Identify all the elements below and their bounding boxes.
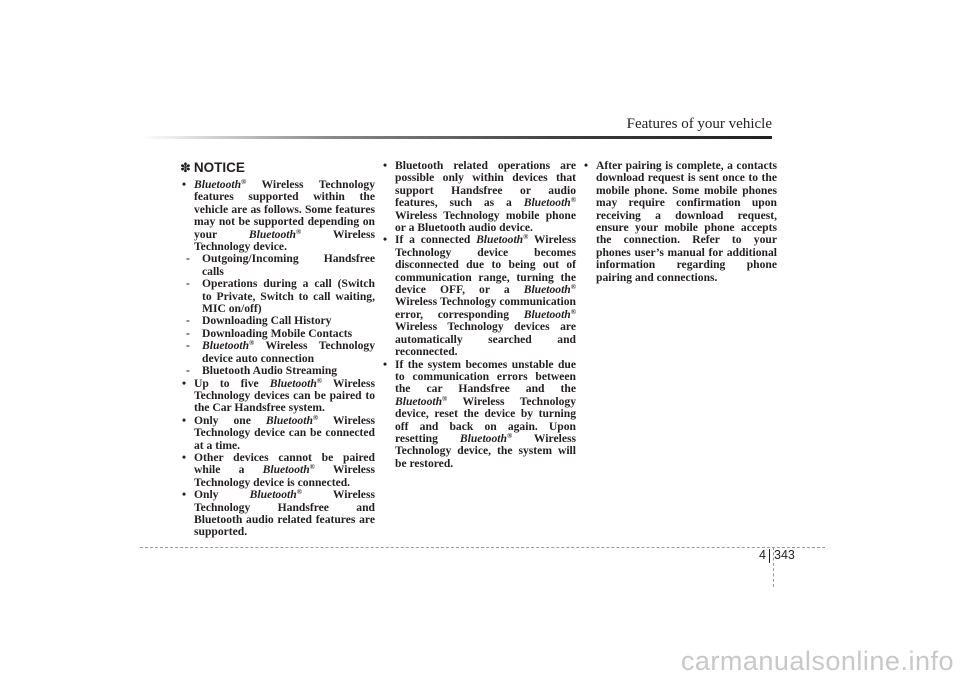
list-item: • Only Bluetooth® Wireless Technology Handsfree and Bluetooth audio related features are supported. — [182, 488, 375, 539]
notice-heading — [180, 160, 375, 177]
footer-dashed-rule — [140, 547, 825, 548]
section-header-title: Features of your vehicle — [626, 116, 772, 132]
page-number: 343 — [774, 548, 795, 562]
sub-list-item: - Outgoing/Incoming Handsfree calls — [186, 252, 375, 278]
notice-star-icon: ✽ — [180, 161, 191, 176]
header-rule — [140, 136, 772, 139]
list-item: • Only one Bluetooth® Wireless Technology device can be connected at a time. — [182, 413, 375, 452]
sub-list-item: - Bluetooth® Wireless Technology device auto connection — [186, 339, 375, 365]
sub-list-item: - Downloading Call History — [186, 314, 332, 328]
text-column-2 — [381, 160, 576, 470]
bullet-icon: • — [182, 178, 187, 191]
list-item: • If a connected Bluetooth® Wireless Technology device becomes disconnected due to being out of communication range, turning the device OFF, or a Bluetooth® Wireless Technology communication error, corresponding Bluetooth® Wireless Technology devices are automatically searched and reconnected. — [383, 233, 576, 359]
list-item: • Up to five Bluetooth® Wireless Technology devices can be paired to the Car Handsfree system. — [182, 376, 375, 415]
list-item: • Bluetooth related operations are possible only within devices that support Handsfree or audio features, such as a Bluetooth® Wireless Technology mobile phone or a Bluetooth audio device. — [383, 159, 576, 235]
page-number-separator — [769, 549, 770, 563]
notice-title: NOTICE — [193, 160, 245, 175]
chapter-number: 4 — [759, 548, 766, 562]
list-item: • Other devices cannot be paired while a Bluetooth® Wireless Technology device is connected. — [182, 450, 375, 489]
list-item: • After pairing is complete, a contacts download request is sent once to the mobile phone. Some mobile phones may require confirmation upon receiving a download request, ensure your mobile phone accepts the connection. Refer to your phones user’s manual for additional information regarding phone pairing and connections. — [584, 159, 777, 284]
sub-list-item: - Bluetooth Audio Streaming — [186, 364, 338, 378]
watermark-text: carmanualsonline.info — [680, 646, 954, 676]
list-item: • Bluetooth® Wireless Technology features supported within the vehicle are as follows. Some features may not be supported depending on your Bluetooth® Wireless Technology device. — [182, 178, 375, 254]
list-item: • If the system becomes unstable due to communication errors between the car Handsfree and the Bluetooth® Wireless Technology device, reset the device by turning off and back on again. Upon resetting Bluetooth® Wireless Technology device, the system will be restored. — [383, 357, 576, 470]
text-column-3 — [582, 160, 777, 284]
text-column-1 — [180, 160, 375, 539]
sub-list-item: - Downloading Mobile Contacts — [186, 326, 353, 340]
sub-list-item: - Operations during a call (Switch to Private, Switch to call waiting, MIC on/off) — [186, 277, 375, 316]
